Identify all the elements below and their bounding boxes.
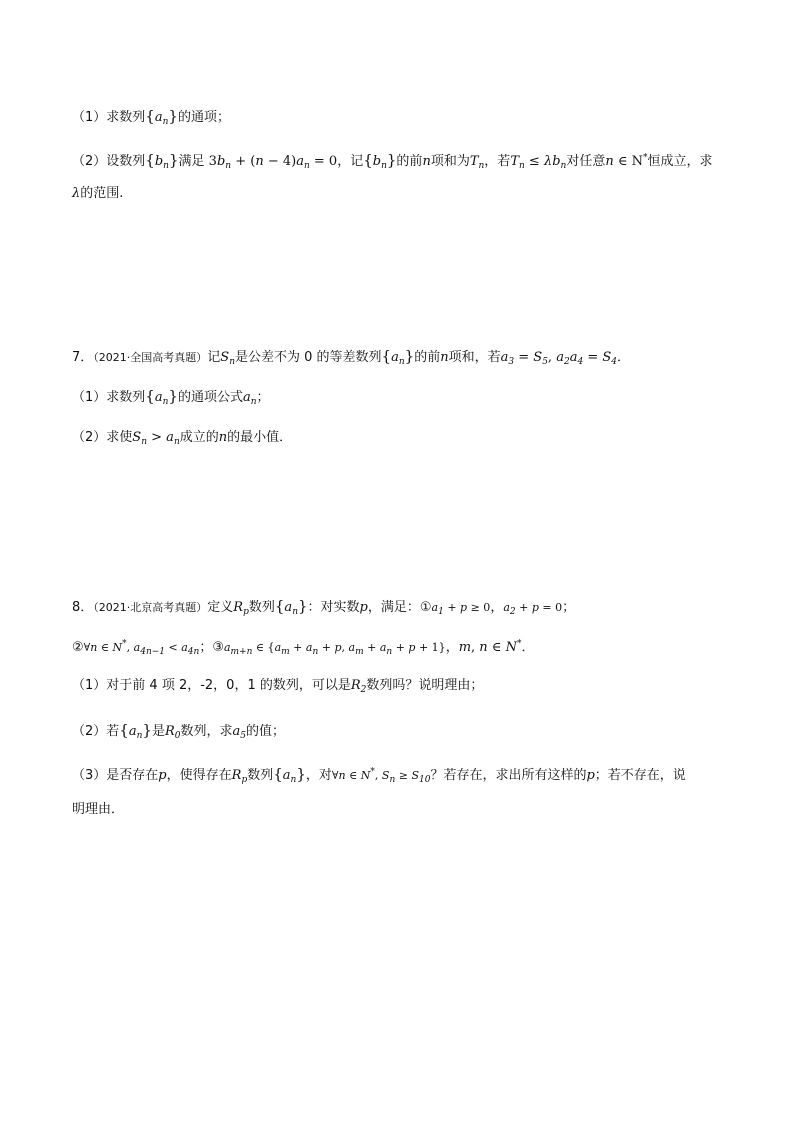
q8-stem: 8．（2021·北京高考真题）定义$R_p$数列$\{a_n\}$：对实数p，满足：$①a_1 + p \ge 0$，$a_2 + p = 0$； [72, 597, 576, 617]
q8-part3-cont: 明理由． [72, 802, 125, 817]
question-number: 7． [72, 350, 94, 365]
question-source: （2021·全国高考真题） [93, 351, 208, 364]
q7-stem: 7．（2021·全国高考真题）记$S_n$是公差不为 0 的等差数列$\{a_n\}$的前n项和，若$a_3 = S_5$, $a_2a_4 = S_4$． [72, 347, 631, 367]
q7-part1: （1）求数列$\{a_n\}$的通项公式$a_n$； [72, 387, 270, 407]
part-label: （3） [72, 768, 107, 783]
part-label: （1） [72, 678, 107, 693]
part-label: （2） [72, 154, 107, 169]
q8-part1: （1）对于前 4 项 2，-2，0，1 的数列，可以是$R_2$数列吗？说明理由； [72, 678, 484, 695]
part-label: （2） [72, 430, 107, 445]
question-source: （2021·北京高考真题） [93, 601, 208, 614]
q6-part1: （1）求数列$\{a_n\}$的通项； [72, 107, 230, 127]
q6-part2: （2）设数列$\{b_n\}$满足 $3b_n + (n - 4)a_n = 0$，记$\{b_n\}$的前n项和为$T_n$，若$T_n \le \lambda b_n$对任意n ∈ N*恒成立，求 [72, 151, 713, 171]
q8-conditions: ②∀n ∈ N*, $a_{4n-1} < a_{4n}$；$③a_{m+n}$ ∈ {$a_m + a_n + p$, $a_m + a_n + p + 1$}，m, n ∈ N*． [72, 639, 535, 657]
part-label: （2） [72, 724, 107, 739]
q7-part2: （2）求使$S_n > a_n$成立的n的最小值． [72, 430, 293, 447]
q6-part2-cont: λ的范围. [72, 186, 124, 201]
part-label: （1） [72, 390, 107, 405]
part-label: （1） [72, 110, 107, 125]
q8-part3: （3）是否存在p，使得存在$R_p$数列$\{a_n\}$，对∀n ∈ N*, $S_n \ge S_{10}$？若存在，求出所有这样的p；若不存在，说 [72, 765, 686, 785]
question-number: 8． [72, 600, 94, 615]
q8-part2: （2）若$\{a_n\}$是$R_0$数列，求$a_5$的值； [72, 721, 286, 741]
